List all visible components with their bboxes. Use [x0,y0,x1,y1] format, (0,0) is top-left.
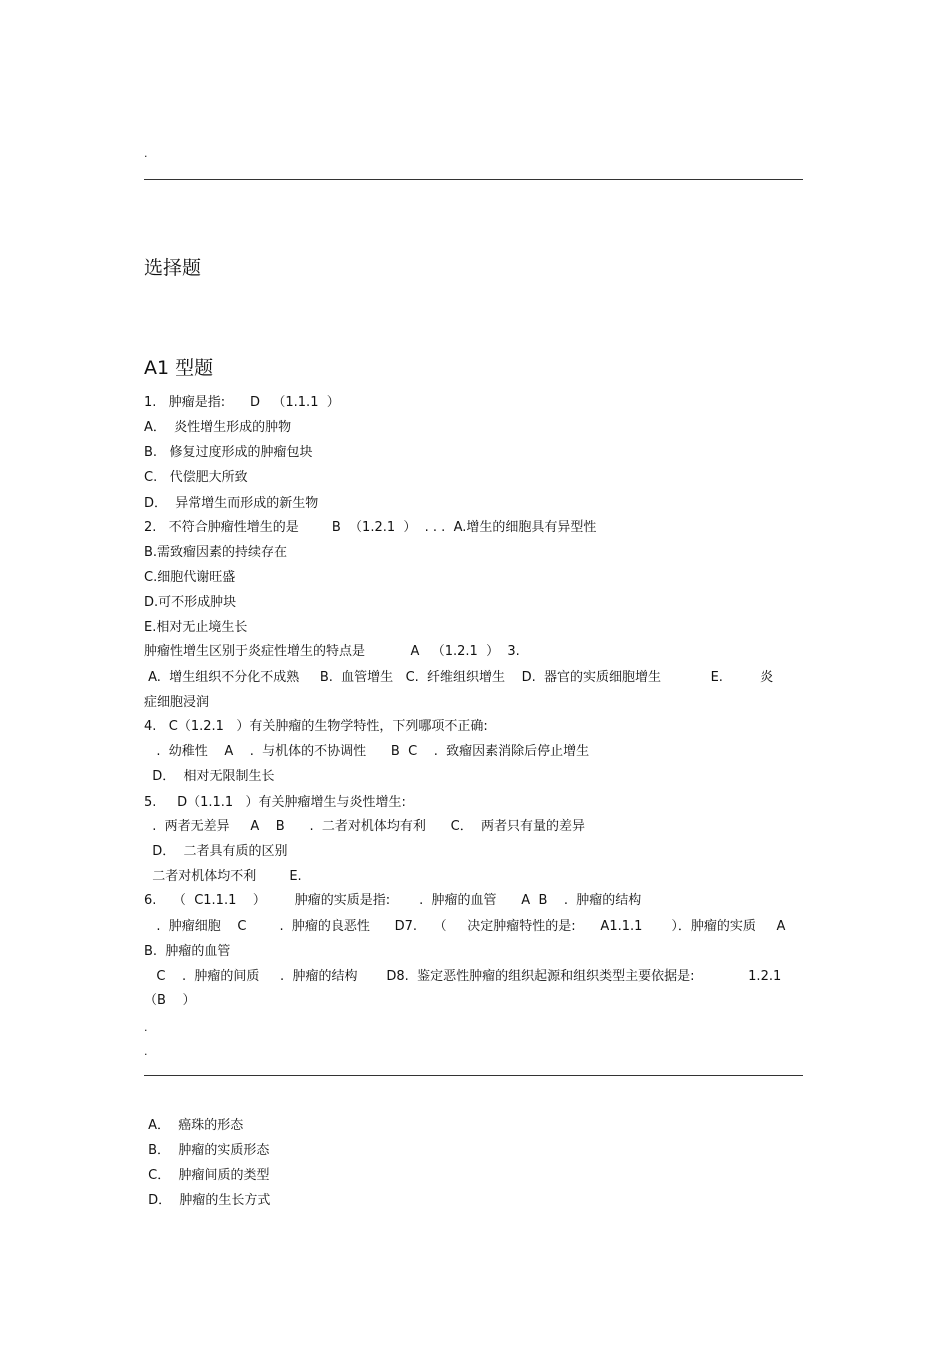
option-line: E.相对无止境生长 [144,620,248,635]
page-break-mark: . [144,1021,148,1034]
page-break-divider [144,1075,803,1076]
question-text-line: 5. D（1.1.1 ）有关肿瘤增生与炎性增生: [144,795,406,810]
option-line: 症细胞浸润 [144,695,210,710]
question-text-line: 6. （ C1.1.1 ） 肿瘤的实质是指: . 肿瘤的血管 A B . 肿瘤的结构 [144,893,642,908]
option-line: B． 肿瘤的实质形态 [144,1143,270,1158]
option-line: . 肿瘤细胞 C . 肿瘤的良恶性 D7. （ 决定肿瘤特性的是: A1.1.1 ）．肿瘤的实质 A [144,919,786,934]
option-line: B.需致瘤因素的持续存在 [144,545,288,560]
question-text-line: 2. 不符合肿瘤性增生的是 B （1.2.1 ） . . . A.增生的细胞具有异型性 [144,520,597,535]
option-line: C.细胞代谢旺盛 [144,570,236,585]
page-break-mark: . [144,1045,148,1058]
option-line: B. 修复过度形成的肿瘤包块 [144,445,313,460]
option-line: C． 肿瘤间质的类型 [144,1168,270,1183]
option-line: A. 增生组织不分化不成熟 B. 血管增生 C. 纤维组织增生 D. 器官的实质细胞增生 E. 炎 [144,670,774,685]
option-line: 二者对机体均不利 E. [144,869,302,884]
option-line: D． 二者具有质的区别 [144,844,288,859]
option-line: A． 癌珠的形态 [144,1118,244,1133]
option-line: B. 肿瘤的血管 [144,944,231,959]
option-line: D． 异常增生而形成的新生物 [144,496,319,511]
option-line: D． 相对无限制生长 [144,769,275,784]
header-mark: . [144,147,148,160]
option-line: . 幼稚性 A . 与机体的不协调性 B C . 致瘤因素消除后停止增生 [144,744,590,759]
question-text-line: C . 肿瘤的间质 . 肿瘤的结构 D8. 鉴定恶性肿瘤的组织起源和组织类型主要依据是: 1.2.1 [144,969,782,984]
subsection-title: A1 型题 [144,357,214,379]
question-text-line: 1. 肿瘤是指: D （1.1.1 ） [144,395,340,410]
option-line: D． 肿瘤的生长方式 [144,1193,271,1208]
option-line: D.可不形成肿块 [144,595,237,610]
option-line: A． 炎性增生形成的肿物 [144,420,292,435]
option-line: C. 代偿肥大所致 [144,470,248,485]
question-text-line: 4. C（1.2.1 ）有关肿瘤的生物学特性，下列哪项不正确: [144,719,488,734]
header-divider [144,179,803,180]
option-line: . 两者无差异 A B . 二者对机体均有利 C． 两者只有量的差异 [144,819,585,834]
question-text-line: 肿瘤性增生区别于炎症性增生的特点是 A （1.2.1 ） 3. [144,644,520,659]
answer-line: （B ） [144,993,196,1008]
section-title: 选择题 [144,257,202,279]
